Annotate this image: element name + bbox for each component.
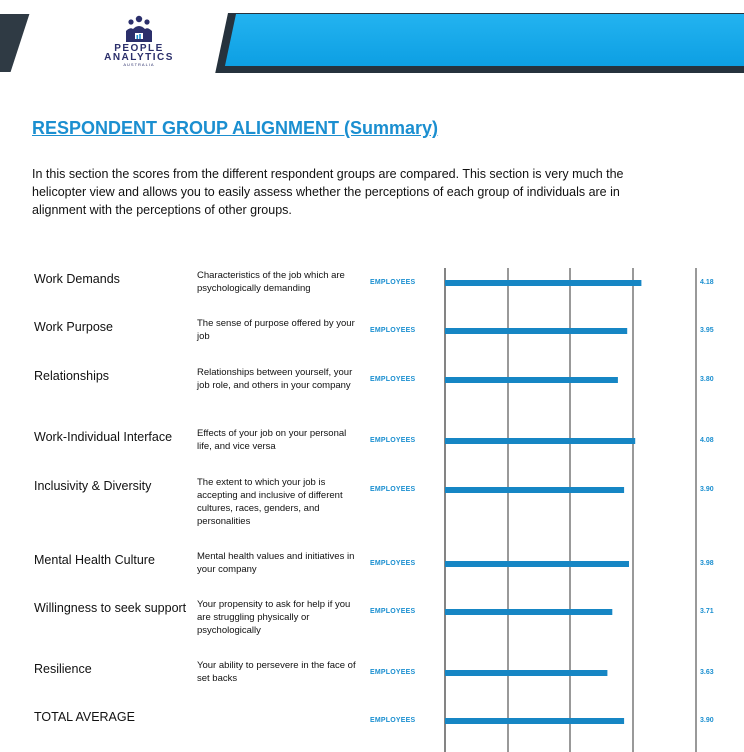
intro-paragraph: In this section the scores from the different respondent groups are compared. This section is very much the helicopter view and allows you to easily assess whether the perceptions of each group of individuals are in alignment with the perceptions of other groups.: [32, 167, 624, 217]
dimension-name: Inclusivity & Diversity: [34, 479, 152, 493]
dimension-description: Your ability to persevere in the face of set backs: [197, 660, 356, 684]
dimension-name: Work Demands: [34, 272, 120, 286]
dimension-name: Work Purpose: [34, 320, 113, 334]
respondent-group-label: EMPLOYEES: [370, 669, 416, 676]
respondent-group-label: EMPLOYEES: [370, 279, 416, 286]
score-value: 3.80: [700, 376, 714, 383]
dimension-description: Characteristics of the job which are psychologically demanding: [197, 270, 345, 294]
respondent-group-label: EMPLOYEES: [370, 376, 416, 383]
score-value: 4.08: [700, 437, 714, 444]
dimension-name: Relationships: [34, 369, 110, 383]
dimension-name: Resilience: [34, 662, 92, 676]
logo-subtitle: AUSTRALIA: [123, 62, 155, 67]
respondent-group-label: EMPLOYEES: [370, 717, 416, 724]
score-bar: [445, 328, 627, 334]
logo-line-2: ANALYTICS: [104, 52, 174, 63]
dimension-name: Work-Individual Interface: [34, 430, 173, 444]
score-bar: [445, 280, 641, 286]
respondent-group-label: EMPLOYEES: [370, 327, 416, 334]
score-bar: [445, 609, 612, 615]
score-bar: [445, 670, 607, 676]
score-bar: [445, 377, 618, 383]
score-value: 3.95: [700, 327, 714, 334]
dimension-description: Relationships between yourself, your job role, and others in your company: [197, 367, 353, 391]
score-value: 4.18: [700, 279, 714, 286]
score-bar: [445, 438, 635, 444]
dimension-description: Effects of your job on your personal life, and vice versa: [197, 428, 347, 452]
score-value: 3.90: [700, 717, 714, 724]
dimension-name: Mental Health Culture: [34, 553, 155, 567]
score-bar: [445, 718, 624, 724]
score-value: 3.98: [700, 560, 714, 567]
score-bar: [445, 487, 624, 493]
dimension-description: Mental health values and initiatives in your company: [197, 551, 355, 575]
respondent-group-label: EMPLOYEES: [370, 437, 416, 444]
logo-line-1: PEOPLE: [114, 43, 164, 54]
respondent-group-label: EMPLOYEES: [370, 560, 416, 567]
score-value: 3.63: [700, 669, 714, 676]
respondent-group-label: EMPLOYEES: [370, 486, 416, 493]
dimension-description: The extent to which your job is accepting and inclusive of different cultures, races, genders, and personalities: [197, 477, 343, 527]
score-value: 3.71: [700, 608, 714, 615]
score-value: 3.90: [700, 486, 714, 493]
dimension-description: Your propensity to ask for help if you are struggling physically or psychologically: [197, 599, 351, 636]
score-bar: [445, 561, 629, 567]
respondent-group-label: EMPLOYEES: [370, 608, 416, 615]
dimension-description: The sense of purpose offered by your job: [197, 318, 355, 342]
dimension-name: TOTAL AVERAGE: [34, 710, 135, 724]
dimension-name: Willingness to seek support: [34, 601, 187, 615]
page-title: RESPONDENT GROUP ALIGNMENT (Summary): [32, 118, 439, 138]
